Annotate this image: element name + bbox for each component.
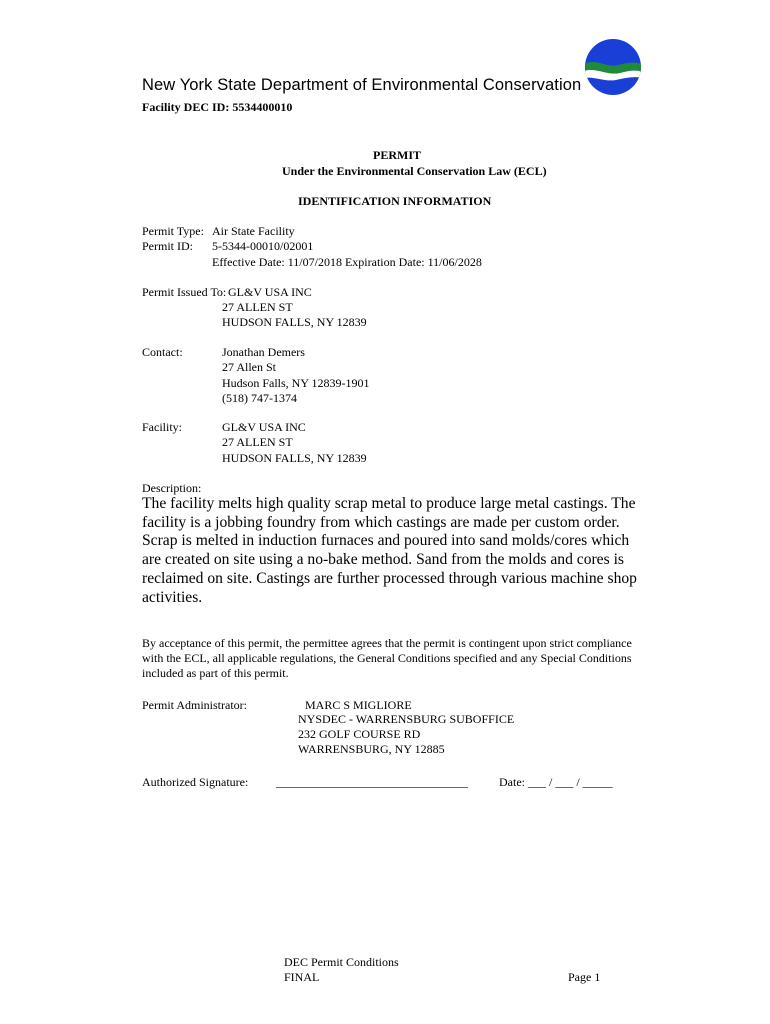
- permit-id-value: 5-5344-00010/02001: [212, 239, 314, 253]
- permit-heading: PERMIT: [373, 148, 421, 162]
- contact-street: 27 Allen St: [222, 360, 277, 374]
- agency-title: New York State Department of Environmental Conservation: [142, 76, 582, 94]
- contact-city: Hudson Falls, NY 12839-1901: [222, 376, 370, 390]
- section-heading: IDENTIFICATION INFORMATION: [298, 194, 492, 208]
- dec-logo: [584, 38, 642, 96]
- footer-conditions: DEC Permit Conditions: [284, 955, 399, 969]
- issued-to-street: 27 ALLEN ST: [222, 300, 293, 314]
- description-label: Description:: [142, 481, 202, 495]
- permit-type-label: Permit Type:: [142, 224, 204, 238]
- contact-label: Contact:: [142, 345, 183, 359]
- permit-id-label: Permit ID:: [142, 239, 193, 253]
- permit-dates: Effective Date: 11/07/2018 Expiration Date: 11/06/2028: [212, 255, 482, 269]
- administrator-street: 232 GOLF COURSE RD: [298, 727, 421, 741]
- permit-subtitle: Under the Environmental Conservation Law (ECL): [282, 164, 547, 178]
- contact-name: Jonathan Demers: [222, 345, 305, 359]
- facility-label: Facility:: [142, 420, 182, 434]
- permit-type-value: Air State Facility: [212, 224, 295, 238]
- signature-line[interactable]: ________________________________: [276, 775, 468, 789]
- facility-dec-id: Facility DEC ID: 5534400010: [142, 100, 293, 114]
- contact-phone: (518) 747-1374: [222, 391, 297, 405]
- footer-final: FINAL: [284, 970, 320, 984]
- administrator-city: WARRENSBURG, NY 12885: [298, 742, 445, 756]
- signature-label: Authorized Signature:: [142, 775, 249, 789]
- issued-to-name: GL&V USA INC: [228, 285, 312, 299]
- facility-name: GL&V USA INC: [222, 420, 306, 434]
- issued-to-label: Permit Issued To:: [142, 285, 227, 299]
- administrator-name: MARC S MIGLIORE: [305, 698, 412, 712]
- administrator-office: NYSDEC - WARRENSBURG SUBOFFICE: [298, 712, 515, 726]
- acceptance-text: By acceptance of this permit, the permittee agrees that the permit is contingent upon strict compliance with the ECL, all applicable regulations, the General Conditions specified and any Special Conditions included as part of this permit.: [142, 636, 632, 680]
- signature-date[interactable]: Date: ___ / ___ / _____: [499, 775, 613, 789]
- facility-street: 27 ALLEN ST: [222, 435, 293, 449]
- page-number: Page 1: [568, 970, 601, 984]
- facility-city: HUDSON FALLS, NY 12839: [222, 451, 367, 465]
- administrator-label: Permit Administrator:: [142, 698, 247, 712]
- issued-to-city: HUDSON FALLS, NY 12839: [222, 315, 367, 329]
- description-text: The facility melts high quality scrap metal to produce large metal castings. The facility is a jobbing foundry from which castings are made per custom order. Scrap is melted in induction furnaces and poured into sand molds/cores which are created on site using a no-bake method. Sand from the molds and cores is reclaimed on site. Castings are further processed through various machine shop activities.: [142, 495, 637, 606]
